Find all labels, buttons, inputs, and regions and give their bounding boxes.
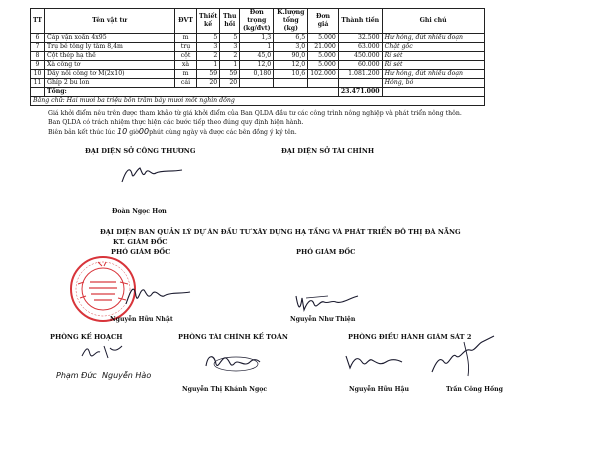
cell-design: 2 (197, 52, 220, 61)
cell-amount (338, 79, 382, 88)
amount-in-words: Bằng chữ: Hai mươi ba triệu bốn trăm bảy mươi mốt nghìn đồng (31, 97, 485, 106)
cell-recovered: 20 (220, 79, 240, 88)
supervision-left-signature (340, 348, 404, 378)
cell-tt: 9 (31, 61, 45, 70)
cell-unit-weight: 12,0 (240, 61, 274, 70)
cell-design: 20 (197, 79, 220, 88)
cell-design: 59 (197, 70, 220, 79)
accounting-dept-title: PHÒNG TÀI CHÍNH KẾ TOÁN (178, 333, 288, 341)
accounting-name: Nguyễn Thị Khánh Ngọc (182, 386, 268, 393)
cell-total-weight: 6,5 (274, 34, 308, 43)
cell-name: Xà công tơ (45, 61, 175, 70)
planning-handwritten-left: Phạm Đức (56, 371, 97, 380)
supervision-dept-title: PHÒNG ĐIỀU HÀNH GIÁM SÁT 2 (348, 333, 472, 341)
board-deputy-right: PHÓ GIÁM ĐỐC (296, 248, 356, 256)
board-left-signature (120, 278, 192, 310)
supervision-left-name: Nguyễn Hữu Hậu (349, 386, 410, 393)
col-unit: ĐVT (175, 9, 197, 34)
col-recovered: Thu hồi (220, 9, 240, 34)
cell-note: Chặt gốc (382, 43, 484, 52)
supervision-right-signature (424, 332, 502, 382)
cell-unit: xà (175, 61, 197, 70)
board-right-name: Nguyễn Như Thiện (290, 316, 356, 323)
industry-dept-title: ĐẠI DIỆN SỞ CÔNG THƯƠNG (85, 147, 196, 155)
cell-note: Rỉ sét (382, 61, 484, 70)
table-header-row (31, 9, 485, 34)
col-unit-price: Đơn giá (308, 9, 339, 34)
cell-amount: 63.000 (338, 43, 382, 52)
cell-note: Hỏng, bỏ (382, 79, 484, 88)
supervision-right-name: Trần Công Hồng (446, 386, 503, 393)
cell-tt: 6 (31, 34, 45, 43)
board-deputy-left: PHÓ GIÁM ĐỐC (111, 248, 171, 256)
col-design: Thiết kế (197, 9, 220, 34)
cell-unit-price: 5.000 (308, 52, 339, 61)
paragraph-responsibility: Ban QLDA có trách nhiệm thực hiện các bước tiếp theo đúng quy định hiện hành. (48, 119, 304, 126)
cell-tt: 10 (31, 70, 45, 79)
board-kt-director: KT. GIÁM ĐỐC (113, 238, 168, 246)
table-row (31, 34, 485, 43)
cell-recovered: 5 (220, 34, 240, 43)
cell-recovered: 1 (220, 61, 240, 70)
col-total-weight: K.lượng tổng (kg) (274, 9, 308, 34)
col-amount: Thành tiền (338, 9, 382, 34)
cell-unit-price: 5.000 (308, 34, 339, 43)
cell-name: Trụ bê tông ly tâm 8,4m (45, 43, 175, 52)
cell-tt: 11 (31, 79, 45, 88)
cell-note: Hư hỏng, đứt nhiều đoạn (382, 34, 484, 43)
cell-total-weight: 90,0 (274, 52, 308, 61)
board-left-name: Nguyễn Hữu Nhật (110, 316, 173, 323)
col-name: Tên vật tư (45, 9, 175, 34)
board-right-signature (288, 286, 360, 316)
cell-name: Dây nối công tơ M(2x10) (45, 70, 175, 79)
cell-name: Cáp vặn xoắn 4x95 (45, 34, 175, 43)
amount-in-words-row (31, 97, 485, 106)
cell-unit-weight: 45,0 (240, 52, 274, 61)
cell-unit: cột (175, 52, 197, 61)
board-title: ĐẠI DIỆN BAN QUẢN LÝ DỰ ÁN ĐẦU TƯ XÂY DỰNG HẠ TẦNG VÀ PHÁT TRIỂN ĐÔ THỊ ĐÀ NẴNG (100, 228, 461, 236)
table-row (31, 61, 485, 70)
cell-total-weight: 10,6 (274, 70, 308, 79)
cell-design: 3 (197, 43, 220, 52)
cell-tt: 7 (31, 43, 45, 52)
paragraph-closing: Biên bản kết thúc lúc 10 giờ00phút cùng ngày và được các bên đồng ý ký tên. (48, 127, 297, 136)
col-tt: TT (31, 9, 45, 34)
planning-handwritten-right: Nguyễn Hào (102, 371, 152, 380)
cell-note: Hư hỏng, đứt nhiều đoạn (382, 70, 484, 79)
table-row (31, 79, 485, 88)
cell-total-weight: 12,0 (274, 61, 308, 70)
cell-note: Rỉ sét (382, 52, 484, 61)
cell-amount: 60.000 (338, 61, 382, 70)
cell-name: Cột thép hạ thế (45, 52, 175, 61)
planning-dept-title: PHÒNG KẾ HOẠCH (50, 333, 123, 341)
cell-tt: 8 (31, 52, 45, 61)
finance-dept-title: ĐẠI DIỆN SỞ TÀI CHÍNH (281, 147, 375, 155)
total-amount: 23.471.000 (338, 88, 382, 97)
cell-recovered: 2 (220, 52, 240, 61)
cell-recovered: 3 (220, 43, 240, 52)
cell-unit-weight: 1 (240, 43, 274, 52)
planning-signature (78, 340, 130, 364)
cell-design: 1 (197, 61, 220, 70)
cell-design: 5 (197, 34, 220, 43)
table-row (31, 70, 485, 79)
cell-unit-weight: 1,3 (240, 34, 274, 43)
cell-unit: trụ (175, 43, 197, 52)
total-row (31, 88, 485, 97)
cell-unit: cái (175, 79, 197, 88)
cell-total-weight: 3,0 (274, 43, 308, 52)
cell-amount: 450.000 (338, 52, 382, 61)
table-row (31, 52, 485, 61)
table-row (31, 43, 485, 52)
cell-unit-price: 102.000 (308, 70, 339, 79)
accounting-signature (200, 348, 262, 378)
cell-unit-price: 5.000 (308, 61, 339, 70)
total-label: Tổng: (45, 88, 339, 97)
closing-hour: 10 (117, 127, 128, 136)
cell-name: Ghíp 2 bu lon (45, 79, 175, 88)
cell-unit-price (308, 79, 339, 88)
col-unit-weight: Đơn trọng (kg/đvt) (240, 9, 274, 34)
paragraph-price-source: Giá khởi điểm nêu trên được tham khảo từ giá khởi điểm của Ban QLDA đầu tư các công trình nông nghiệp và phát triển nông thôn. (48, 110, 462, 117)
cell-unit-price: 21.000 (308, 43, 339, 52)
cell-recovered: 59 (220, 70, 240, 79)
cell-total-weight (274, 79, 308, 88)
cell-unit-weight: 0,180 (240, 70, 274, 79)
industry-rep-name: Đoàn Ngọc Hơn (112, 208, 167, 215)
industry-signature (118, 160, 186, 190)
cell-unit-weight (240, 79, 274, 88)
cell-amount: 32.500 (338, 34, 382, 43)
cell-amount: 1.081.200 (338, 70, 382, 79)
cell-unit: m (175, 70, 197, 79)
cell-unit: m (175, 34, 197, 43)
col-note: Ghi chú (382, 9, 484, 34)
materials-table (30, 8, 485, 106)
closing-minute: 00 (138, 127, 150, 136)
